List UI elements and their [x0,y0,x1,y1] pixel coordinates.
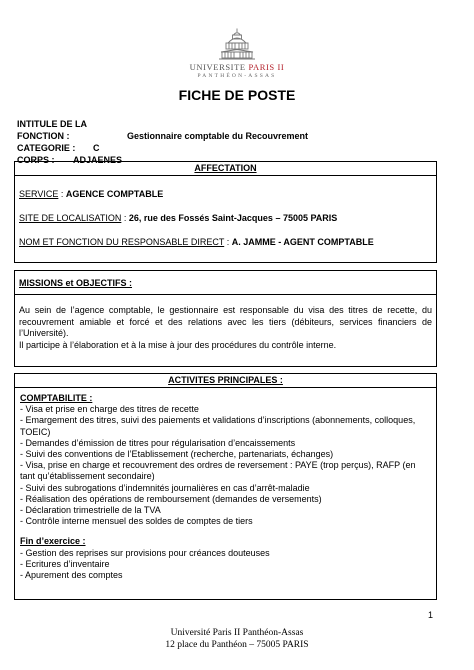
list-item: - Visa et prise en charge des titres de recette [20,404,199,415]
missions-heading-row [15,271,436,295]
separator: : [58,189,66,199]
list-item: - Suivi des conventions de l’Etablissement (recherche, partenariats, échanges) [20,449,334,460]
missions-paragraph-1: Au sein de l’agence comptable, le gestionnaire est responsable du visa des titres de recette, du recouvrement amiable et forcé et des relations avec les tiers (débiteurs, services financiers de l’Université). [19,305,432,338]
list-item: - Suivi des subrogations d’indemnités journalières en cas d’arrêt-maladie [20,482,310,493]
logo-wordmark [0,62,474,72]
footer-line-1: Université Paris II Panthéon-Assas [170,628,304,638]
affectation-heading: AFFECTATION [15,162,436,176]
activites-content [15,388,436,581]
categorie-row [17,142,308,154]
intitule-row [17,118,308,142]
logo-paris-text: PARIS II [248,62,285,72]
list-item: - Contrôle interne mensuel des soldes de comptes de tiers [20,516,253,527]
pantheon-dome-icon [217,28,257,60]
document-title: FICHE DE POSTE [178,87,296,103]
list-item: - Apurement des comptes [20,570,123,581]
categorie-value: C [93,143,100,153]
logo-pantheon-text: PANTHÉON-ASSAS [197,73,277,79]
list-item: - Emargement des titres, suivi des paiements et validations d’inscriptions (abonnements, colloques, TOEIC) [20,415,416,437]
list-item: - Gestion des reprises sur provisions pour créances douteuses [20,547,270,558]
responsable-label: NOM ET FONCTION DU RESPONSABLE DIRECT [19,237,225,247]
page-number: 1 [427,610,433,620]
missions-box [14,270,437,367]
affectation-box [14,161,437,263]
categorie-label: CATEGORIE : [17,143,76,153]
service-value: AGENCE COMPTABLE [65,189,164,199]
page-footer [0,628,474,651]
separator: : [224,237,232,247]
list-item: - Demandes d’émission de titres pour régularisation d’encaissements [20,437,296,448]
job-info [17,118,308,166]
site-line [19,213,337,223]
logo-university-text: UNIVERSITE [189,62,246,72]
list-item: - Déclaration trimestrielle de la TVA [20,505,161,516]
list-item: - Ecritures d’inventaire [20,558,110,569]
missions-paragraph-2: Il participe à l’élaboration et à la mise à jour des procédures du contrôle interne. [19,339,337,350]
list-item: - Réalisation des opérations de remboursement (demandes de versements) [20,493,322,504]
service-line [19,189,163,199]
university-logo [0,28,474,79]
responsable-line [19,237,374,247]
activites-box [14,373,437,600]
comptabilite-title: COMPTABILITE : [20,393,93,403]
activites-heading: ACTIVITES PRINCIPALES : [15,374,436,388]
separator: : [121,213,129,223]
corps-value: ADJAENES [73,155,123,165]
responsable-value: A. JAMME - AGENT COMPTABLE [231,237,374,247]
site-value: 26, rue des Fossés Saint-Jacques – 75005 PARIS [128,213,338,223]
list-item: - Visa, prise en charge et recouvrement des ordres de reversement : PAYE (trop perçus), RAFP (en tant qu’établissement secondaire) [20,460,416,482]
intitule-value: Gestionnaire comptable du Recouvrement [127,131,309,141]
missions-heading: MISSIONS et OBJECTIFS : [19,278,133,288]
service-label: SERVICE [19,189,59,199]
corps-label: CORPS : [17,155,55,165]
intitule-label: INTITULE DE LA FONCTION : [17,119,87,141]
footer-line-2: 12 place du Panthéon – 75005 PARIS [165,639,309,650]
site-label: SITE DE LOCALISATION [19,213,122,223]
fin-exercice-title: Fin d’exercice : [20,536,86,547]
